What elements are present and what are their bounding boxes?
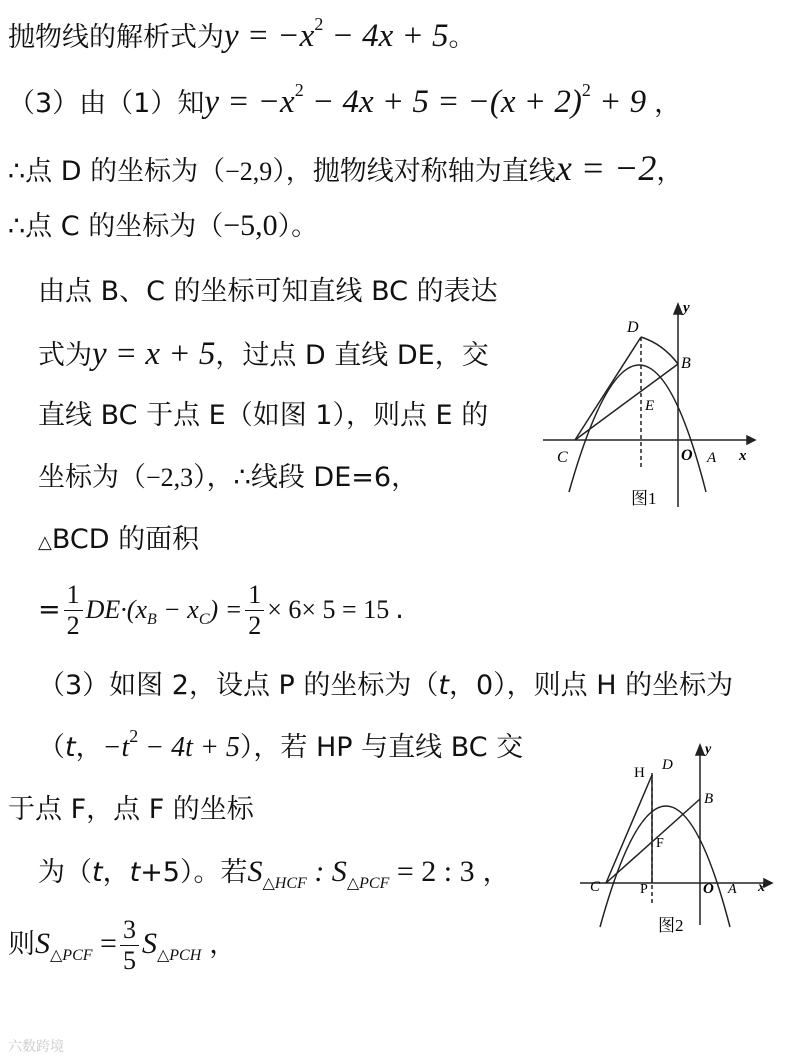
watermark: 六数跨境 — [8, 1039, 64, 1055]
line-5 — [38, 272, 498, 312]
line-13 — [8, 790, 254, 830]
variable: t — [438, 670, 449, 701]
math-part: − 4t + 5 — [138, 732, 240, 763]
text: ， — [482, 857, 510, 888]
label-x: x — [739, 448, 747, 464]
denominator: 5 — [122, 946, 136, 975]
figure-2-caption: 图2 — [658, 916, 684, 935]
variable: t — [65, 732, 76, 763]
text: 于点 F，点 F 的坐标 — [8, 794, 254, 825]
text: ， — [654, 88, 682, 119]
label-h: H — [634, 765, 645, 781]
figure-1-caption: 图1 — [631, 489, 657, 508]
text: 则 — [8, 929, 35, 960]
math-part: = — [92, 927, 117, 960]
math — [85, 595, 243, 629]
line-6 — [38, 334, 489, 376]
math — [35, 927, 117, 964]
math — [102, 725, 240, 763]
label-o: O — [703, 881, 714, 897]
line-8 — [38, 458, 418, 498]
exponent: 2 — [314, 14, 324, 34]
label-e: E — [645, 398, 655, 414]
subscript: △PCF — [346, 875, 390, 892]
label-y: y — [683, 300, 690, 316]
math-part: = 2 : 3 — [389, 855, 475, 888]
label-b: B — [704, 791, 714, 807]
text: ∴点 C 的坐标为（ — [8, 211, 224, 242]
y-axis-arrow-icon — [696, 745, 704, 755]
label-y: y — [705, 742, 712, 757]
line-3 — [8, 148, 683, 192]
text: . — [395, 594, 404, 625]
line-9 — [38, 520, 199, 563]
math-part: − 4x + 5 = −(x + 2) — [303, 84, 582, 120]
text: +5）。若 — [140, 857, 248, 888]
label-f: F — [656, 836, 664, 851]
variable: t — [129, 857, 141, 888]
line-12 — [38, 725, 524, 768]
text: 为（ — [38, 857, 92, 888]
text: ， — [75, 732, 103, 763]
line-7 — [38, 396, 488, 436]
label-d: D — [662, 757, 673, 773]
text: ）。 — [277, 211, 319, 242]
math-part: y = −x — [204, 84, 295, 120]
coordinate: −5,0 — [223, 209, 278, 242]
fraction — [64, 580, 83, 641]
line-10 — [38, 580, 404, 641]
text: ， — [656, 156, 684, 187]
math-part: + 9 — [590, 84, 647, 120]
math-part: DE·(x — [85, 595, 147, 624]
subscript: B — [146, 611, 157, 629]
line-1 — [8, 16, 476, 58]
exponent: 2 — [294, 80, 304, 100]
exponent: 2 — [129, 725, 139, 746]
x-axis-arrow-icon — [747, 436, 755, 444]
math-part: y = −x — [224, 18, 315, 54]
line-4 — [8, 206, 318, 247]
text: ），若 HP 与直线 BC 交 — [239, 732, 524, 763]
text: BCD 的面积 — [51, 524, 200, 555]
numerator: 1 — [245, 580, 264, 611]
fraction — [120, 915, 139, 976]
math-part: S — [141, 927, 157, 960]
math — [204, 80, 647, 120]
figure-1 — [535, 292, 765, 512]
math — [224, 14, 449, 54]
variable: t — [92, 857, 103, 888]
text: 坐标为（ — [38, 462, 146, 493]
line-2 — [8, 82, 681, 124]
text: 。 — [448, 22, 476, 53]
math: x = −2 — [555, 148, 657, 188]
numerator: 3 — [120, 915, 139, 946]
text: （3）如图 2，设点 P 的坐标为（ — [38, 670, 439, 701]
line-14 — [38, 852, 510, 893]
label-a: A — [728, 882, 737, 897]
label-b: B — [681, 355, 691, 372]
math: × 6× 5 = 15 — [267, 595, 390, 624]
math: y = x + 5 — [92, 336, 216, 372]
text: = — [38, 594, 61, 625]
text: 直线 BC 于点 E（如图 1），则点 E 的 — [38, 400, 489, 431]
label-o: O — [681, 447, 693, 464]
label-a: A — [707, 450, 717, 466]
label-c: C — [557, 449, 568, 466]
math-part: : S — [306, 855, 347, 888]
math-part: ) = — [209, 595, 243, 624]
figure-2 — [572, 735, 782, 940]
segment-db — [641, 337, 678, 364]
subscript: C — [198, 611, 210, 629]
text: ，过点 D 直线 DE，交 — [215, 340, 489, 371]
x-axis-arrow-icon — [764, 879, 772, 887]
parabola — [600, 806, 730, 927]
text: ， — [102, 857, 130, 888]
math-part: S — [35, 927, 50, 960]
coordinate: −2,3 — [146, 463, 194, 492]
text: 抛物线的解析式为 — [8, 22, 224, 53]
label-x: x — [758, 880, 765, 895]
math-part: −t — [102, 732, 130, 763]
numerator: 1 — [64, 580, 83, 611]
segment-ch — [606, 775, 652, 883]
label-d: D — [627, 319, 639, 336]
y-axis-arrow-icon — [674, 304, 682, 314]
math — [247, 855, 475, 892]
text: ∴点 D 的坐标为（ — [8, 156, 226, 187]
subscript: △HCF — [262, 875, 307, 892]
text: 式为 — [38, 340, 92, 371]
subscript: △PCF — [50, 947, 93, 964]
text: 由点 B、C 的坐标可知直线 BC 的表达 — [38, 276, 498, 307]
text: ），抛物线对称轴为直线 — [272, 156, 556, 187]
text: （ — [38, 732, 65, 763]
denominator: 2 — [248, 611, 262, 640]
subscript: △PCH — [156, 947, 202, 964]
segment-cb — [575, 364, 678, 440]
line-11 — [38, 666, 733, 706]
denominator: 2 — [66, 611, 80, 640]
text: ），∴线段 DE=6， — [193, 462, 419, 493]
math-part: − 4x + 5 — [323, 18, 449, 54]
triangle-symbol: △ — [38, 532, 52, 553]
fraction — [245, 580, 264, 641]
math — [141, 927, 202, 964]
math-part: − x — [156, 595, 199, 624]
text: （3）由（1）知 — [8, 88, 205, 119]
text: ，0），则点 H 的坐标为 — [448, 670, 734, 701]
coordinate: −2,9 — [225, 157, 273, 186]
text: ， — [209, 929, 237, 960]
label-p: P — [640, 882, 648, 897]
math-part: S — [247, 855, 263, 888]
exponent: 2 — [581, 80, 591, 100]
line-15 — [8, 912, 236, 977]
segment-cd — [575, 337, 641, 440]
label-c: C — [590, 879, 601, 895]
